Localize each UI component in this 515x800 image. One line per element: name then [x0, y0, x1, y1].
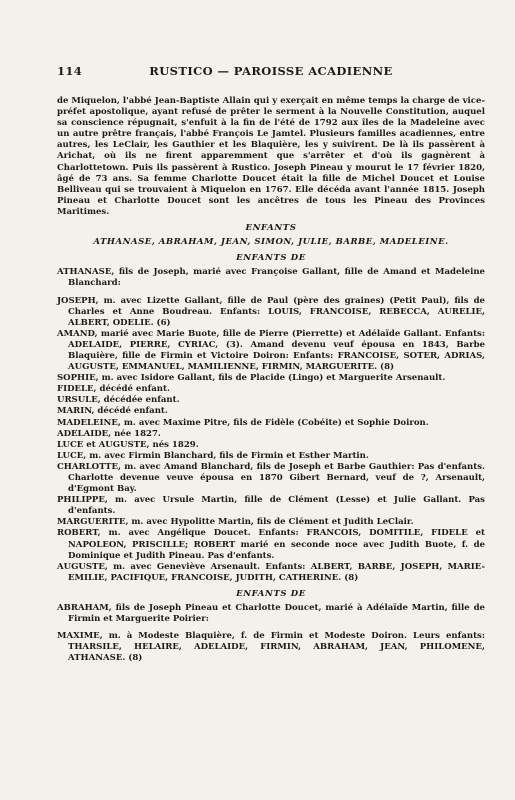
- genealogy-entry: MARIN, décédé enfant.: [57, 406, 168, 417]
- genealogy-entry: LUCE et AUGUSTE, nés 1829.: [57, 439, 199, 450]
- intro-paragraph: de Miquelon, l'abbé Jean-Baptiste Allain qui y exerçait en même temps la charge de vice-préfet apostolique, ayant refusé de prêter le serment à la Nouvelle Constitution, auquel sa conscience répugnait, s'enfuit à la fin de l'été de 1792 aux îles de la Madeleine avec un autre prêtre français, l'abbé François Le Jamtel. Plusieurs familles acadiennes, entre autres, les LeClair, les Gauthier et les Blaquière, les y suivirent. De là ils passèrent à Arichat, où ils ne firent apparemment que s'arrêter et d'où ils gagnèrent à Charlottetown. Puis ils passèrent à Rustico. Joseph Pineau y mourut le 17 février 1820, âgé de 73 ans. Sa femme Charlotte Doucet était la fille de Michel Doucet et Louise Belliveau qui se trouvaient à Miquelon en 1767. Elle décéda avant l'année 1815. Joseph Pineau et Charlotte Doucet sont les ancêtres de tous les Pineau des Provinces Maritimes.: [57, 96, 485, 217]
- genealogy-entry: URSULE, décédée enfant.: [57, 395, 180, 406]
- running-title: RUSTICO — PAROISSE ACADIENNE: [149, 64, 393, 78]
- genealogy-entry: FIDELE, décédé enfant.: [57, 384, 170, 395]
- genealogy-entry: CHARLOTTE, m. avec Amand Blanchard, fils de Joseph et Barbe Gauthier: Pas d'enfants. Charlotte devenue veuve épousa en 1870 Gibert Bernard, veuf de ?, Arsenault, d'Egmont Bay.: [57, 461, 485, 495]
- genealogy-entry: MAXIME, m. à Modeste Blaquière, f. de Firmin et Modeste Doiron. Leurs enfants: THARSILE, HELAIRE, ADELAIDE, FIRMIN, ABRAHAM, JEAN, PHILOMENE, ATHANASE. (8): [57, 631, 485, 664]
- genealogy-entry: SOPHIE, m. avec Isidore Gallant, fils de Placide (Lingo) et Marguerite Arsenault.: [57, 373, 446, 384]
- genealogy-entry: JOSEPH, m. avec Lizette Gallant, fille de Paul (père des graines) (Petit Paul), fils de Charles et Anne Boudreau. Enfants: LOUIS, FRANCOISE, REBECCA, AURELIE, ALBERT, ODELIE. (6): [57, 295, 485, 328]
- section-heading-enfants: ENFANTS: [245, 223, 297, 234]
- lineage-lead-abraham: ABRAHAM, fils de Joseph Pineau et Charlotte Doucet, marié à Adélaïde Martin, fille de Firmin et Marguerite Poirier:: [57, 603, 485, 625]
- genealogy-entry: ADELAIDE, née 1827.: [57, 428, 161, 439]
- page-header: [57, 64, 485, 78]
- genealogy-entry: AMAND, marié avec Marie Buote, fille de Pierre (Pierrette) et Adélaïde Gallant. Enfants: ADELAIDE, PIERRE, CYRIAC, (3). Amand devenu veuf épousa en 1843, Barbe Blaquière, fille de Firmin et Victoire Doiron: Enfants: FRANCOISE, SOTER, ADRIAS, AUGUSTE, EMMANUEL, MAMILIENNE, FIRMIN, MARGUERITE. (8): [57, 328, 485, 373]
- genealogy-entry: MADELEINE, m. avec Maxime Pitre, fils de Fidèle (Cobéite) et Sophie Doiron.: [57, 417, 429, 428]
- genealogy-entry: LUCE, m. avec Firmin Blanchard, fils de Firmin et Esther Martin.: [57, 450, 369, 461]
- genealogy-entry: MARGUERITE, m. avec Hypolitte Martin, fils de Clément et Judith LeClair.: [57, 517, 414, 528]
- section-heading-enfants-de-abraham: ENFANTS DE: [236, 588, 306, 599]
- genealogy-entry: AUGUSTE, m. avec Geneviève Arsenault. Enfants: ALBERT, BARBE, JOSEPH, MARIE-EMILIE, PACIFIQUE, FRANCOISE, JUDITH, CATHERINE. (8): [57, 561, 485, 583]
- children-list-line: ATHANASE, ABRAHAM, JEAN, SIMON, JULIE, BARBE, MADELEINE.: [93, 237, 449, 248]
- genealogy-entry: ROBERT, m. avec Angélique Doucet. Enfants: FRANCOIS, DOMITILE, FIDELE et NAPOLEON, PRISCILLE; ROBERT marié en seconde noce avec Judith Buote, f. de Dominique et Judith Pineau. Pas d'enfants.: [57, 528, 485, 561]
- body-text: [57, 96, 485, 665]
- section-heading-enfants-de-athanase: ENFANTS DE: [236, 253, 306, 264]
- genealogy-entry: PHILIPPE, m. avec Ursule Martin, fille de Clément (Lesse) et Julie Gallant. Pas d'enfants.: [57, 495, 485, 517]
- lineage-lead-athanase: ATHANASE, fils de Joseph, marié avec Françoise Gallant, fille de Amand et Madeleine Blanchard:: [57, 267, 485, 289]
- page-number: 114: [57, 64, 83, 78]
